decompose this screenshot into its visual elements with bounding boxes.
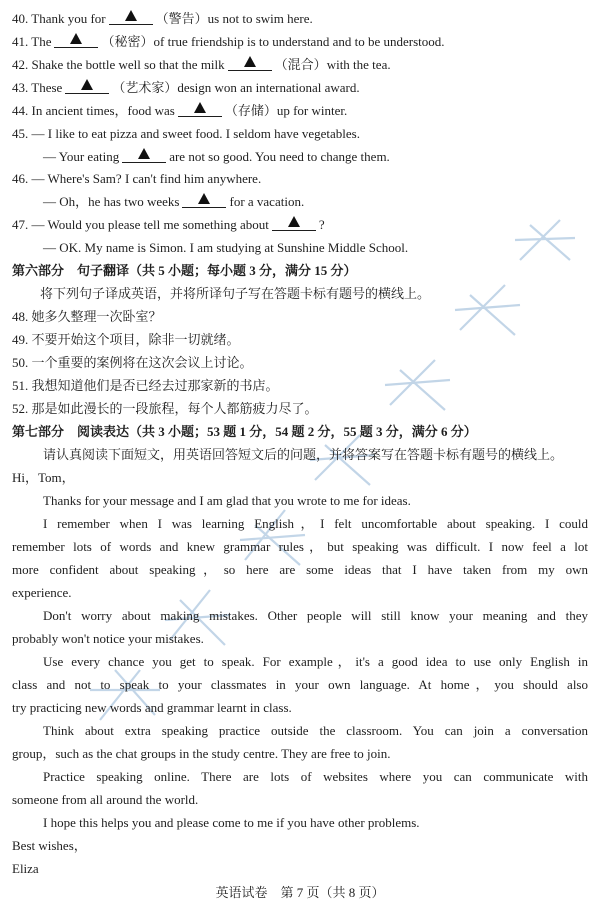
letter-paragraph-2-line: experience.	[12, 585, 72, 600]
blank-triangle-icon	[125, 10, 137, 21]
question-40-stem: 40. Thank you for	[12, 11, 106, 26]
letter-paragraph-3-line: probably won't notice your mistakes.	[12, 631, 204, 646]
letter-signature: Eliza	[12, 861, 39, 876]
letter-paragraph-5-line: Think about extra speaking practice outside the classroom. You can join a conversation	[43, 723, 588, 738]
answer-blank[interactable]	[182, 193, 226, 208]
translation-item-50: 50. 一个重要的案例将在这次会议上讨论。	[12, 355, 253, 370]
question-41	[12, 31, 588, 53]
answer-blank[interactable]	[272, 216, 316, 231]
section-6-heading: 第六部分 句子翻译（共 5 小题；每小题 3 分，满分 15 分）	[12, 263, 357, 278]
question-42-tail: with the tea.	[326, 57, 391, 72]
translation-item-51: 51. 我想知道他们是否已经去过那家新的书店。	[12, 378, 279, 393]
question-45-tail: are not so good. You need to change them.	[169, 149, 390, 164]
question-41-tail: of true friendship is to understand and to be understood.	[153, 34, 445, 49]
blank-triangle-icon	[81, 79, 93, 90]
question-45-stem: — Your eating	[43, 149, 120, 164]
letter-closing: Best wishes，	[12, 838, 87, 853]
letter-paragraph-5-line: group，such as the chat groups in the study centre. They are free to join.	[12, 746, 391, 761]
question-41-stem: 41. The	[12, 34, 52, 49]
question-44	[12, 100, 588, 122]
letter-paragraph-4-line: try practicing new words and grammar learnt in class.	[12, 700, 292, 715]
question-47-response: — OK. My name is Simon. I am studying at Sunshine Middle School.	[43, 240, 409, 255]
blank-triangle-icon	[198, 193, 210, 204]
question-43-stem: 43. These	[12, 80, 63, 95]
blank-triangle-icon	[194, 102, 206, 113]
letter-paragraph-1: Thanks for your message and I am glad that you wrote to me for ideas.	[43, 493, 411, 508]
translation-item-49: 49. 不要开始这个项目，除非一切就绪。	[12, 332, 240, 347]
blank-triangle-icon	[138, 148, 150, 159]
answer-blank[interactable]	[65, 79, 109, 94]
letter-paragraph-6-line: Practice speaking online. There are lots of websites where you can communicate with	[43, 769, 588, 784]
question-47-stem: 47. — Would you please tell me something about	[12, 217, 269, 232]
question-47-tail: ?	[318, 217, 325, 232]
letter-paragraph-4-line: Use every chance you get to speak. For example，it's a good idea to use only English in	[43, 654, 588, 669]
blank-triangle-icon	[244, 56, 256, 67]
section-7-heading: 第七部分 阅读表达（共 3 小题；53 题 1 分，54 题 2 分，55 题 3 分，满分 6 分）	[12, 424, 477, 439]
question-44-stem: 44. In ancient times，food was	[12, 103, 175, 118]
section-7-instruction: 请认真阅读下面短文，用英语回答短文后的问题，并将答案写在答题卡标有题号的横线上。	[43, 447, 564, 462]
question-43-tail: design won an international award.	[177, 80, 360, 95]
blank-triangle-icon	[70, 33, 82, 44]
question-41-hint: （秘密）	[101, 34, 154, 49]
question-42	[12, 54, 588, 76]
answer-blank[interactable]	[122, 148, 166, 163]
question-40-hint: （警告）	[155, 11, 208, 26]
letter-paragraph-2-line: remember lots of words and knew grammar rules，but speaking was difficult. I now feel a lot	[12, 539, 588, 554]
question-44-tail: up for winter.	[276, 103, 348, 118]
question-43	[12, 77, 588, 99]
letter-paragraph-3-line: Don't worry about making mistakes. Other people will still know your meaning and they	[43, 608, 588, 623]
translation-item-48: 48. 她多久整理一次卧室？	[12, 309, 162, 324]
answer-blank[interactable]	[109, 10, 153, 25]
question-43-hint: （艺术家）	[112, 80, 178, 95]
letter-paragraph-4-line: class and not to speak to your classmates in your own language. At home，you should also	[12, 677, 588, 692]
section-6-instruction: 将下列句子译成英语，并将所译句子写在答题卡标有题号的横线上。	[40, 286, 431, 301]
question-45-response	[43, 146, 588, 168]
question-46-tail: for a vacation.	[229, 194, 305, 209]
letter-paragraph-2-line: I remember when I was learning English，I felt uncomfortable about speaking. I could	[43, 516, 588, 531]
letter-paragraph-2-line: more confident about speaking，so here are some ideas that I have taken from my own	[12, 562, 588, 577]
page-footer: 英语试卷 第 7 页（共 8 页）	[215, 885, 385, 900]
blank-triangle-icon	[288, 216, 300, 227]
question-40	[12, 8, 588, 30]
question-44-hint: （存储）	[224, 103, 277, 118]
question-42-stem: 42. Shake the bottle well so that the milk	[12, 57, 225, 72]
question-45-prompt: 45. — I like to eat pizza and sweet food. I seldom have vegetables.	[12, 126, 360, 141]
question-46-prompt: 46. — Where's Sam? I can't find him anywhere.	[12, 171, 262, 186]
answer-blank[interactable]	[54, 33, 98, 48]
answer-blank[interactable]	[228, 56, 272, 71]
answer-blank[interactable]	[178, 102, 222, 117]
letter-paragraph-7: I hope this helps you and please come to me if you have other problems.	[43, 815, 420, 830]
question-40-tail: us not to swim here.	[207, 11, 313, 26]
question-46-response	[43, 191, 588, 213]
question-46-stem: — Oh，he has two weeks	[43, 194, 180, 209]
letter-greeting: Hi，Tom，	[12, 470, 75, 485]
question-47-prompt	[12, 214, 588, 236]
question-42-hint: （混合）	[274, 57, 327, 72]
letter-paragraph-6-line: someone from all around the world.	[12, 792, 199, 807]
translation-item-52: 52. 那是如此漫长的一段旅程，每个人都筋疲力尽了。	[12, 401, 318, 416]
